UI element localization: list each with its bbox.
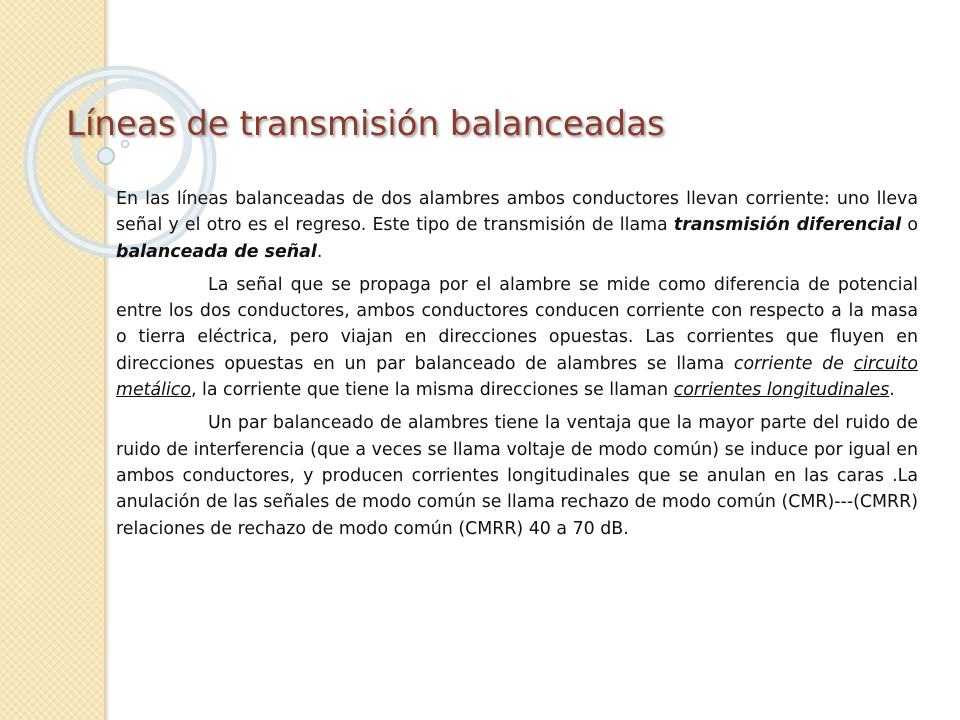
emphasis-transmision-diferencial: transmisión diferencial — [673, 215, 902, 236]
paragraph-3: Un par balanceado de alambres tiene la ventaja que la mayor parte del ruido de ruido de interferencia (que a veces se llama voltaje de modo común) se induce por igual en ambos conductores, y producen corrientes longitudinales que se anulan en las caras .La anulación de las señales de modo común se llama rechazo de modo común (CMR)---(CMRR) relaciones de rechazo de modo común (CMRR) 40 a 70 dB. — [116, 413, 918, 539]
italic-corriente-de: corriente de — [733, 353, 854, 374]
term-circuito-metalico: circuito metálico — [116, 353, 918, 401]
term-corrientes-longitudinales: corrientes longitudinales — [673, 380, 890, 401]
paragraph-1-text-c: . — [316, 241, 323, 262]
paragraph-2-text-c: . — [889, 380, 895, 401]
emphasis-balanceada-de-senal: balanceada de señal — [116, 241, 317, 262]
slide-title: Líneas de transmisión balanceadas — [66, 104, 665, 144]
slide-body — [116, 186, 918, 549]
paragraph-1-text-a: En las líneas balanceadas de dos alambres ambos conductores llevan corriente: uno lleva señal y el otro es el regreso. Este tipo de transmisión de llama — [116, 189, 918, 236]
paragraph-2-text-a: La señal que se propaga por el alambre se mide como diferencia de potencial entre los dos conductores, ambos conductores conducen corriente con respecto a la masa o tierra eléctrica, pero viajan en direcciones opuestas. Las corrientes que fluyen en direcciones opuestas en un par balanceado de alambres se llama — [116, 274, 918, 374]
paragraph-2 — [116, 272, 918, 403]
paragraph-1-text-b: o — [901, 215, 918, 236]
paragraph-1 — [116, 186, 918, 265]
paragraph-2-text-b: , la corriente que tiene la misma direcciones se llaman — [190, 380, 674, 401]
